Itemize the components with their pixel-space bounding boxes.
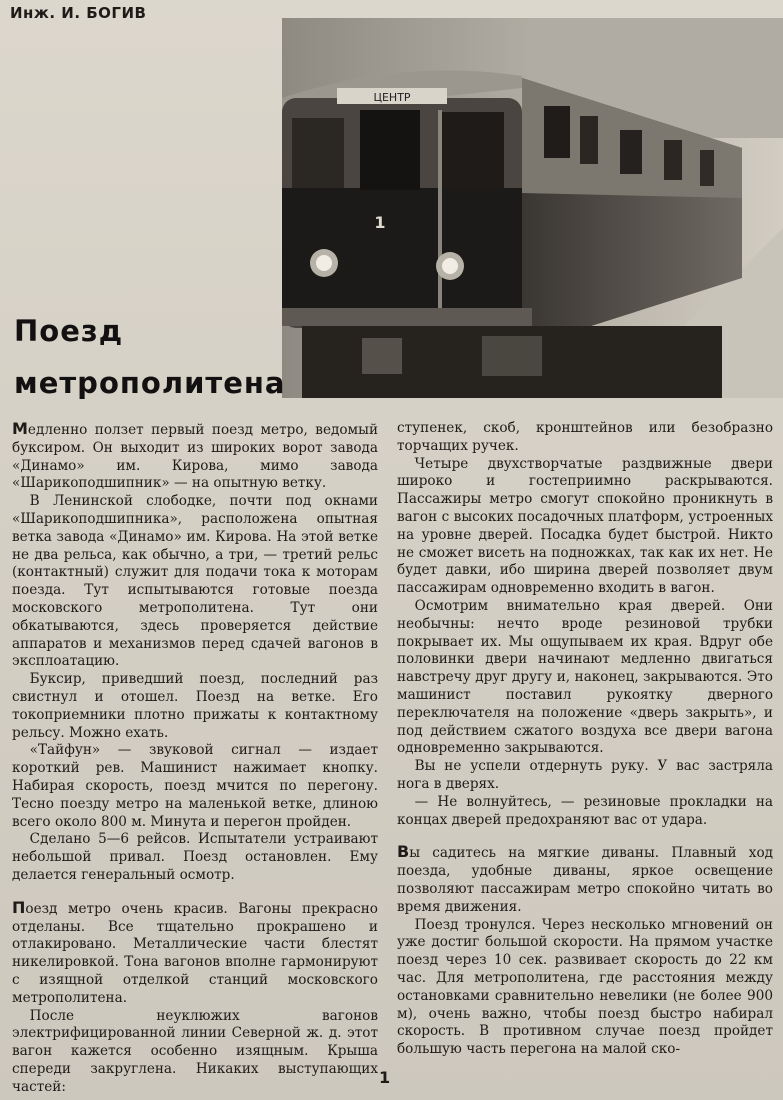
- drop-cap: М: [12, 420, 28, 438]
- paragraph: Буксир, приведший поезд, последний раз свистнул и отошел. Поезд на ветке. Его токоприемники плотно прижаты к контактному рельсу. Можно ехать.: [12, 671, 378, 741]
- article-title-line-1: Поезд: [14, 314, 124, 348]
- paragraph: Сделано 5—6 рейсов. Испытатели устраивают небольшой привал. Поезд остановлен. Ему делается генеральный осмотр.: [12, 831, 378, 883]
- article-title-line-2: метрополитена: [14, 366, 286, 400]
- destination-sign: ЦЕНТР: [373, 91, 411, 104]
- paragraph: В Ленинской слободке, почти под окнами «Шарикоподшипника», расположена опытная ветка завода «Динамо» им. Кирова. На этой ветке не два рельса, как обычно, а три, — третий рельс (контактный) служит для подачи тока к моторам поезда. Тут испытываются готовые поезда московского метрополитена. Тут они обкатываются, здесь проверяется действие аппаратов и механизмов перед сдачей вагонов в эксплоатацию.: [12, 493, 378, 670]
- article-column-left: [12, 420, 378, 1100]
- drop-cap: В: [397, 842, 410, 862]
- paragraph: Осмотрим внимательно края дверей. Они необычны: нечто вроде резиновой трубки покрывает их. Мы ощупываем их края. Вдруг обе половинки двери начинают медленно двигаться навстречу друг другу и, наконец, закрываются. Это машинист поставил рукоятку дверного переключателя на положение «дверь закрыть», и под действием сжатого воздуха все двери вагона одновременно закрываются.: [397, 597, 773, 757]
- author-byline: Инж. И. БОГИВ: [10, 4, 147, 22]
- car-number: 1: [374, 213, 386, 232]
- paragraph: Вы не успели отдернуть руку. У вас застряла нога в дверях.: [397, 758, 773, 792]
- article-column-right: [397, 420, 773, 1100]
- paragraph: Поезд тронулся. Через несколько мгновений он уже достиг большой скорости. На прямом участке поезд через 10 сек. развивает скорость до 22 км час. Для метрополитена, где расстояния между остановками сравнительно невелики (не более 900 м), очень важно, чтобы поезд быстро набирал скорость. В противном случае поезд пройдет большую часть перегона на малой ско-: [397, 916, 773, 1058]
- paragraph: После неуклюжих вагонов электрифицированной линии Северной ж. д. этот вагон кажется особенно изящным. Крыша спереди закруглена. Никаких выступающих частей:: [12, 1007, 378, 1095]
- paragraph: — Не волнуйтесь, — резиновые прокладки на концах дверей предохраняют вас от удара.: [397, 793, 773, 828]
- paragraph: Вы садитесь на мягкие диваны. Плавный ход поезда, удобные диваны, яркое освещение позволяют пассажирам метро спокойно читать во время движения.: [397, 842, 773, 915]
- paragraph: Четыре двухстворчатые раздвижные двери широко и гостеприимно раскрываются. Пассажиры метро смогут спокойно проникнуть в вагон с высоких посадочных платформ, устроенных на уровне дверей. Посадка будет быстрой. Никто не сможет висеть на подножках, так как их нет. Не будет давки, ибо ширина дверей позволяет двум пассажирам одновременно входить в вагон.: [397, 455, 773, 597]
- paragraph: ступенек, скоб, кронштейнов или безобразно торчащих ручек.: [397, 420, 773, 454]
- page-number: 1: [379, 1068, 391, 1087]
- paragraph: «Тайфун» — звуковой сигнал — издает короткий рев. Машинист нажимает кнопку. Набирая скорость, поезд мчится по перегону. Тесно поезду метро на маленькой ветке, длиною всего около 800 м. Минута и перегон пройден.: [12, 742, 378, 830]
- drop-cap: П: [12, 897, 26, 917]
- paragraph: Медленно ползет первый поезд метро, ведомый буксиром. Он выходит из широких ворот завода «Динамо» им. Кирова, мимо завода «Шарикоподшипник» — на опытную ветку.: [12, 420, 378, 492]
- metro-train-photo: [282, 18, 783, 398]
- paragraph: Поезд метро очень красив. Вагоны прекрасно отделаны. Все тщательно прокрашено и отлакировано. Металлические части блестят никелировкой. Тона вагонов вполне гармонируют с изящной отделкой станций московского метрополитена.: [12, 897, 378, 1006]
